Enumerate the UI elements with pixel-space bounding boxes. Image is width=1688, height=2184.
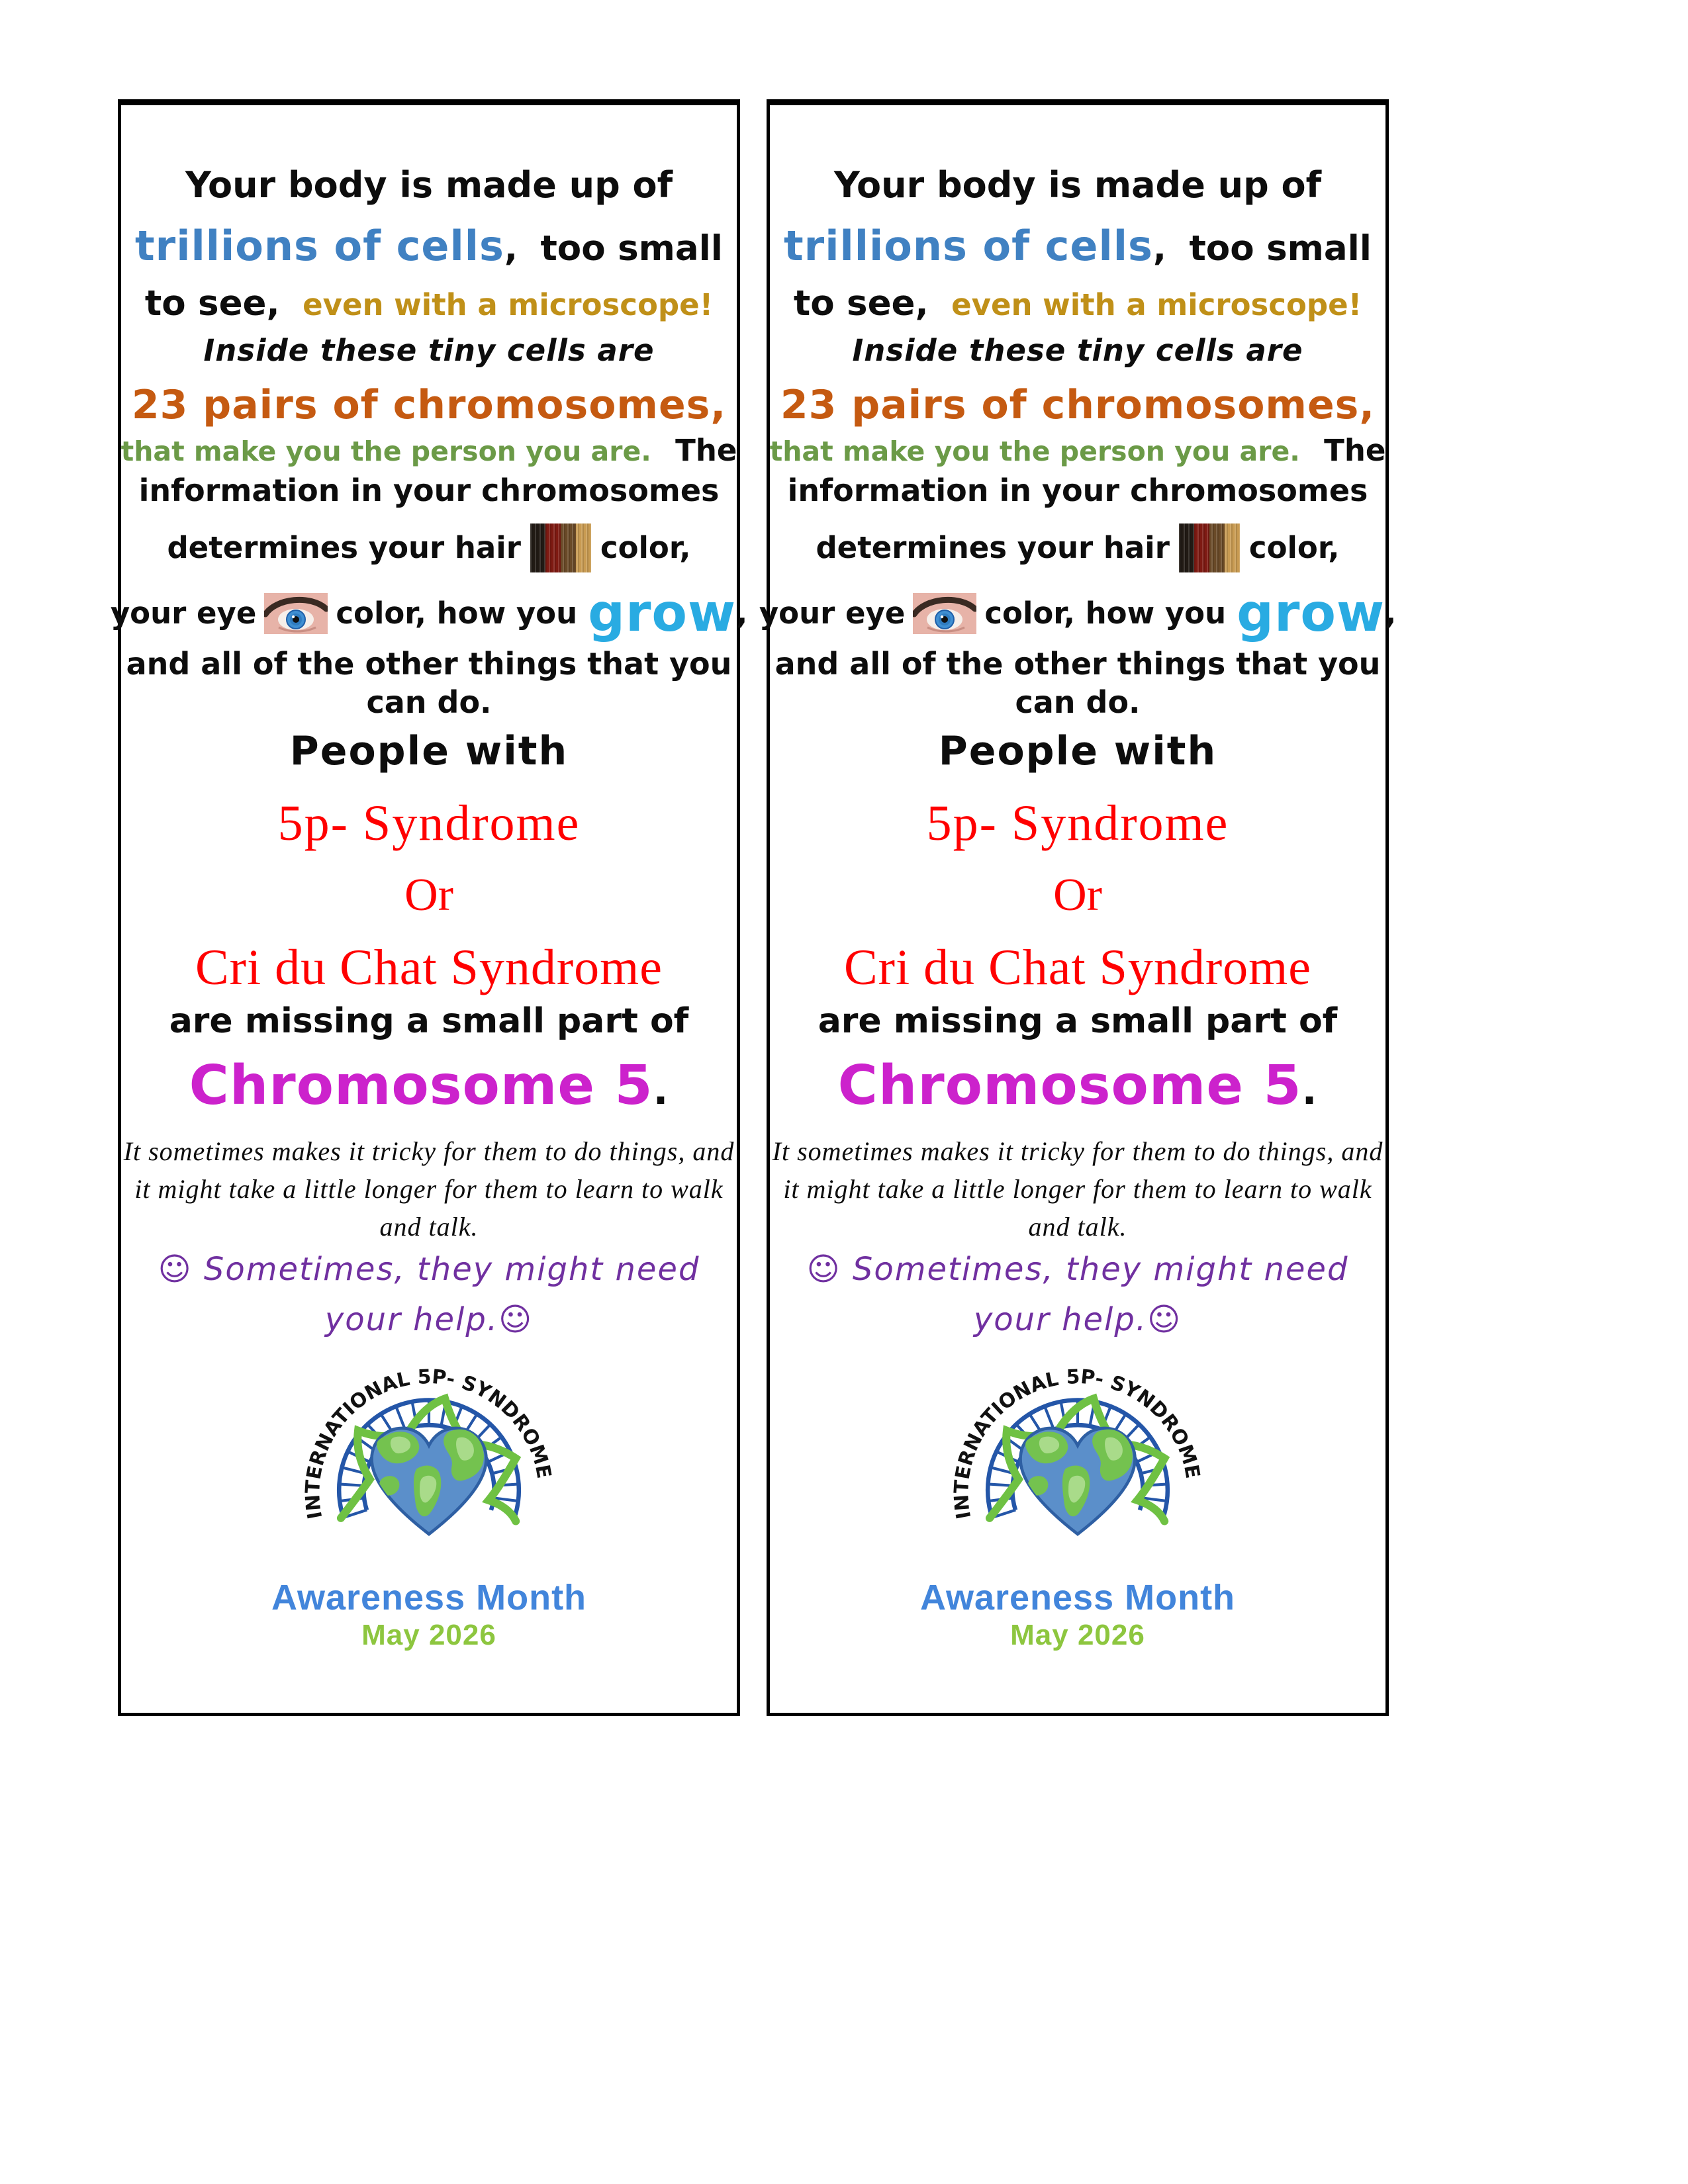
- and-all-text: and all of the other things that you: [774, 646, 1381, 682]
- missing-text: are missing a small part of: [169, 1001, 689, 1042]
- intro-line-trillions: [135, 224, 723, 269]
- chromosome5-text: Chromosome 5: [837, 1054, 1302, 1118]
- syndrome-name-secondary: Cri du Chat Syndrome: [195, 939, 663, 995]
- information-text: information in your chromosomes: [787, 473, 1368, 509]
- determines-text: determines your hair: [816, 529, 1170, 565]
- hair-strip: [530, 523, 545, 572]
- eye-color-words: color, how you: [984, 595, 1227, 631]
- person-line: [120, 432, 737, 468]
- eye-image: [264, 593, 328, 634]
- chromosome-pairs-text: 23 pairs of chromosomes,: [780, 382, 1376, 429]
- bookmark-content: [759, 105, 1397, 1652]
- determines-text: determines your hair: [167, 529, 521, 565]
- too-small-text: too small: [540, 228, 723, 269]
- hair-strip: [545, 523, 561, 572]
- can-do-text: can do.: [1015, 684, 1141, 720]
- hair-strip: [1209, 523, 1225, 572]
- inside-cells-text: Inside these tiny cells are: [203, 332, 655, 368]
- chromosome5-line: [189, 1054, 669, 1118]
- people-with-text: People with: [938, 727, 1217, 774]
- comma-text: ,: [1152, 228, 1166, 269]
- grow-text: grow: [588, 584, 737, 644]
- help-line-2: your help.☺: [973, 1301, 1182, 1339]
- eye-color-words: color, how you: [336, 595, 578, 631]
- hair-line: [816, 520, 1339, 576]
- awareness-month-text: Awareness Month: [919, 1577, 1236, 1617]
- your-eye-text: your eye: [110, 595, 257, 631]
- detail-line-2: it might take a little longer for them to learn to walk: [134, 1173, 724, 1204]
- hair-line: [167, 520, 690, 576]
- intro-line-see: [794, 285, 1362, 322]
- hair-color-word: color,: [600, 529, 691, 565]
- hair-colors-image: [1179, 523, 1240, 572]
- missing-text: are missing a small part of: [818, 1001, 1338, 1042]
- bookmark-card-right: [759, 99, 1397, 1716]
- logo: [297, 1348, 561, 1561]
- intro-line-body: Your body is made up of: [185, 164, 673, 206]
- grow-comma: ,: [1385, 595, 1397, 631]
- information-text: information in your chromosomes: [138, 473, 720, 509]
- chromosome5-period: .: [653, 1068, 669, 1115]
- the-text: The: [1324, 432, 1386, 468]
- to-see-text: to see,: [793, 283, 929, 324]
- microscope-text: even with a microscope!: [951, 287, 1362, 323]
- grow-comma: ,: [736, 595, 748, 631]
- intro-line-body: Your body is made up of: [833, 164, 1322, 206]
- too-small-text: too small: [1189, 228, 1372, 269]
- detail-line-1: It sometimes makes it tricky for them to do things, and: [123, 1136, 735, 1166]
- help-line-1: ☺ Sometimes, they might need: [158, 1251, 700, 1289]
- person-line: [769, 432, 1386, 468]
- hair-strip: [561, 523, 576, 572]
- chromosome5-line: [837, 1054, 1318, 1118]
- the-text: The: [675, 432, 737, 468]
- awareness-date-text: May 2026: [1010, 1619, 1145, 1652]
- chromosome5-period: .: [1301, 1068, 1318, 1115]
- logo: [945, 1348, 1210, 1561]
- your-eye-text: your eye: [759, 595, 906, 631]
- bookmark-content: [110, 105, 748, 1652]
- trillions-text: trillions of cells: [784, 222, 1153, 271]
- trillions-text: trillions of cells: [135, 222, 504, 271]
- eye-line: [759, 583, 1396, 644]
- eye-highlight: [941, 615, 943, 618]
- person-text: that make you the person you are.: [769, 435, 1300, 467]
- and-all-text: and all of the other things that you: [126, 646, 732, 682]
- syndrome-name-secondary: Cri du Chat Syndrome: [843, 939, 1312, 995]
- hair-strip: [1225, 523, 1240, 572]
- hair-colors-image: [530, 523, 591, 572]
- detail-line-3: and talk.: [1028, 1212, 1127, 1242]
- grow-text: grow: [1237, 584, 1385, 644]
- people-with-text: People with: [289, 727, 569, 774]
- detail-line-2: it might take a little longer for them to learn to walk: [783, 1173, 1372, 1204]
- eye-highlight: [292, 615, 295, 618]
- chromosome-pairs-text: 23 pairs of chromosomes,: [131, 382, 727, 429]
- syndrome-name-primary: 5p- Syndrome: [926, 796, 1229, 852]
- eye-line: [111, 583, 747, 644]
- hair-strip: [1194, 523, 1209, 572]
- hair-strip: [1179, 523, 1194, 572]
- help-line-2: your help.☺: [324, 1301, 534, 1339]
- can-do-text: can do.: [366, 684, 492, 720]
- awareness-date-text: May 2026: [361, 1619, 496, 1652]
- eye-image: [913, 593, 976, 634]
- logo-arc-text: INTERNATIONAL 5P- SYNDROME: [301, 1365, 556, 1522]
- hair-color-word: color,: [1248, 529, 1340, 565]
- logo-arc-text: INTERNATIONAL 5P- SYNDROME: [949, 1365, 1205, 1522]
- awareness-month-text: Awareness Month: [271, 1577, 587, 1617]
- detail-line-1: It sometimes makes it tricky for them to do things, and: [772, 1136, 1383, 1166]
- syndrome-name-primary: 5p- Syndrome: [277, 796, 581, 852]
- hair-strip: [576, 523, 591, 572]
- bookmark-card-left: [110, 99, 748, 1716]
- intro-line-see: [145, 285, 713, 322]
- person-text: that make you the person you are.: [120, 435, 651, 467]
- intro-line-trillions: [784, 224, 1372, 269]
- or-text: Or: [404, 870, 453, 921]
- microscope-text: even with a microscope!: [303, 287, 714, 323]
- chromosome5-text: Chromosome 5: [189, 1054, 653, 1118]
- to-see-text: to see,: [144, 283, 280, 324]
- comma-text: ,: [504, 228, 518, 269]
- inside-cells-text: Inside these tiny cells are: [852, 332, 1303, 368]
- or-text: Or: [1053, 870, 1102, 921]
- help-line-1: ☺ Sometimes, they might need: [806, 1251, 1349, 1289]
- detail-line-3: and talk.: [379, 1212, 479, 1242]
